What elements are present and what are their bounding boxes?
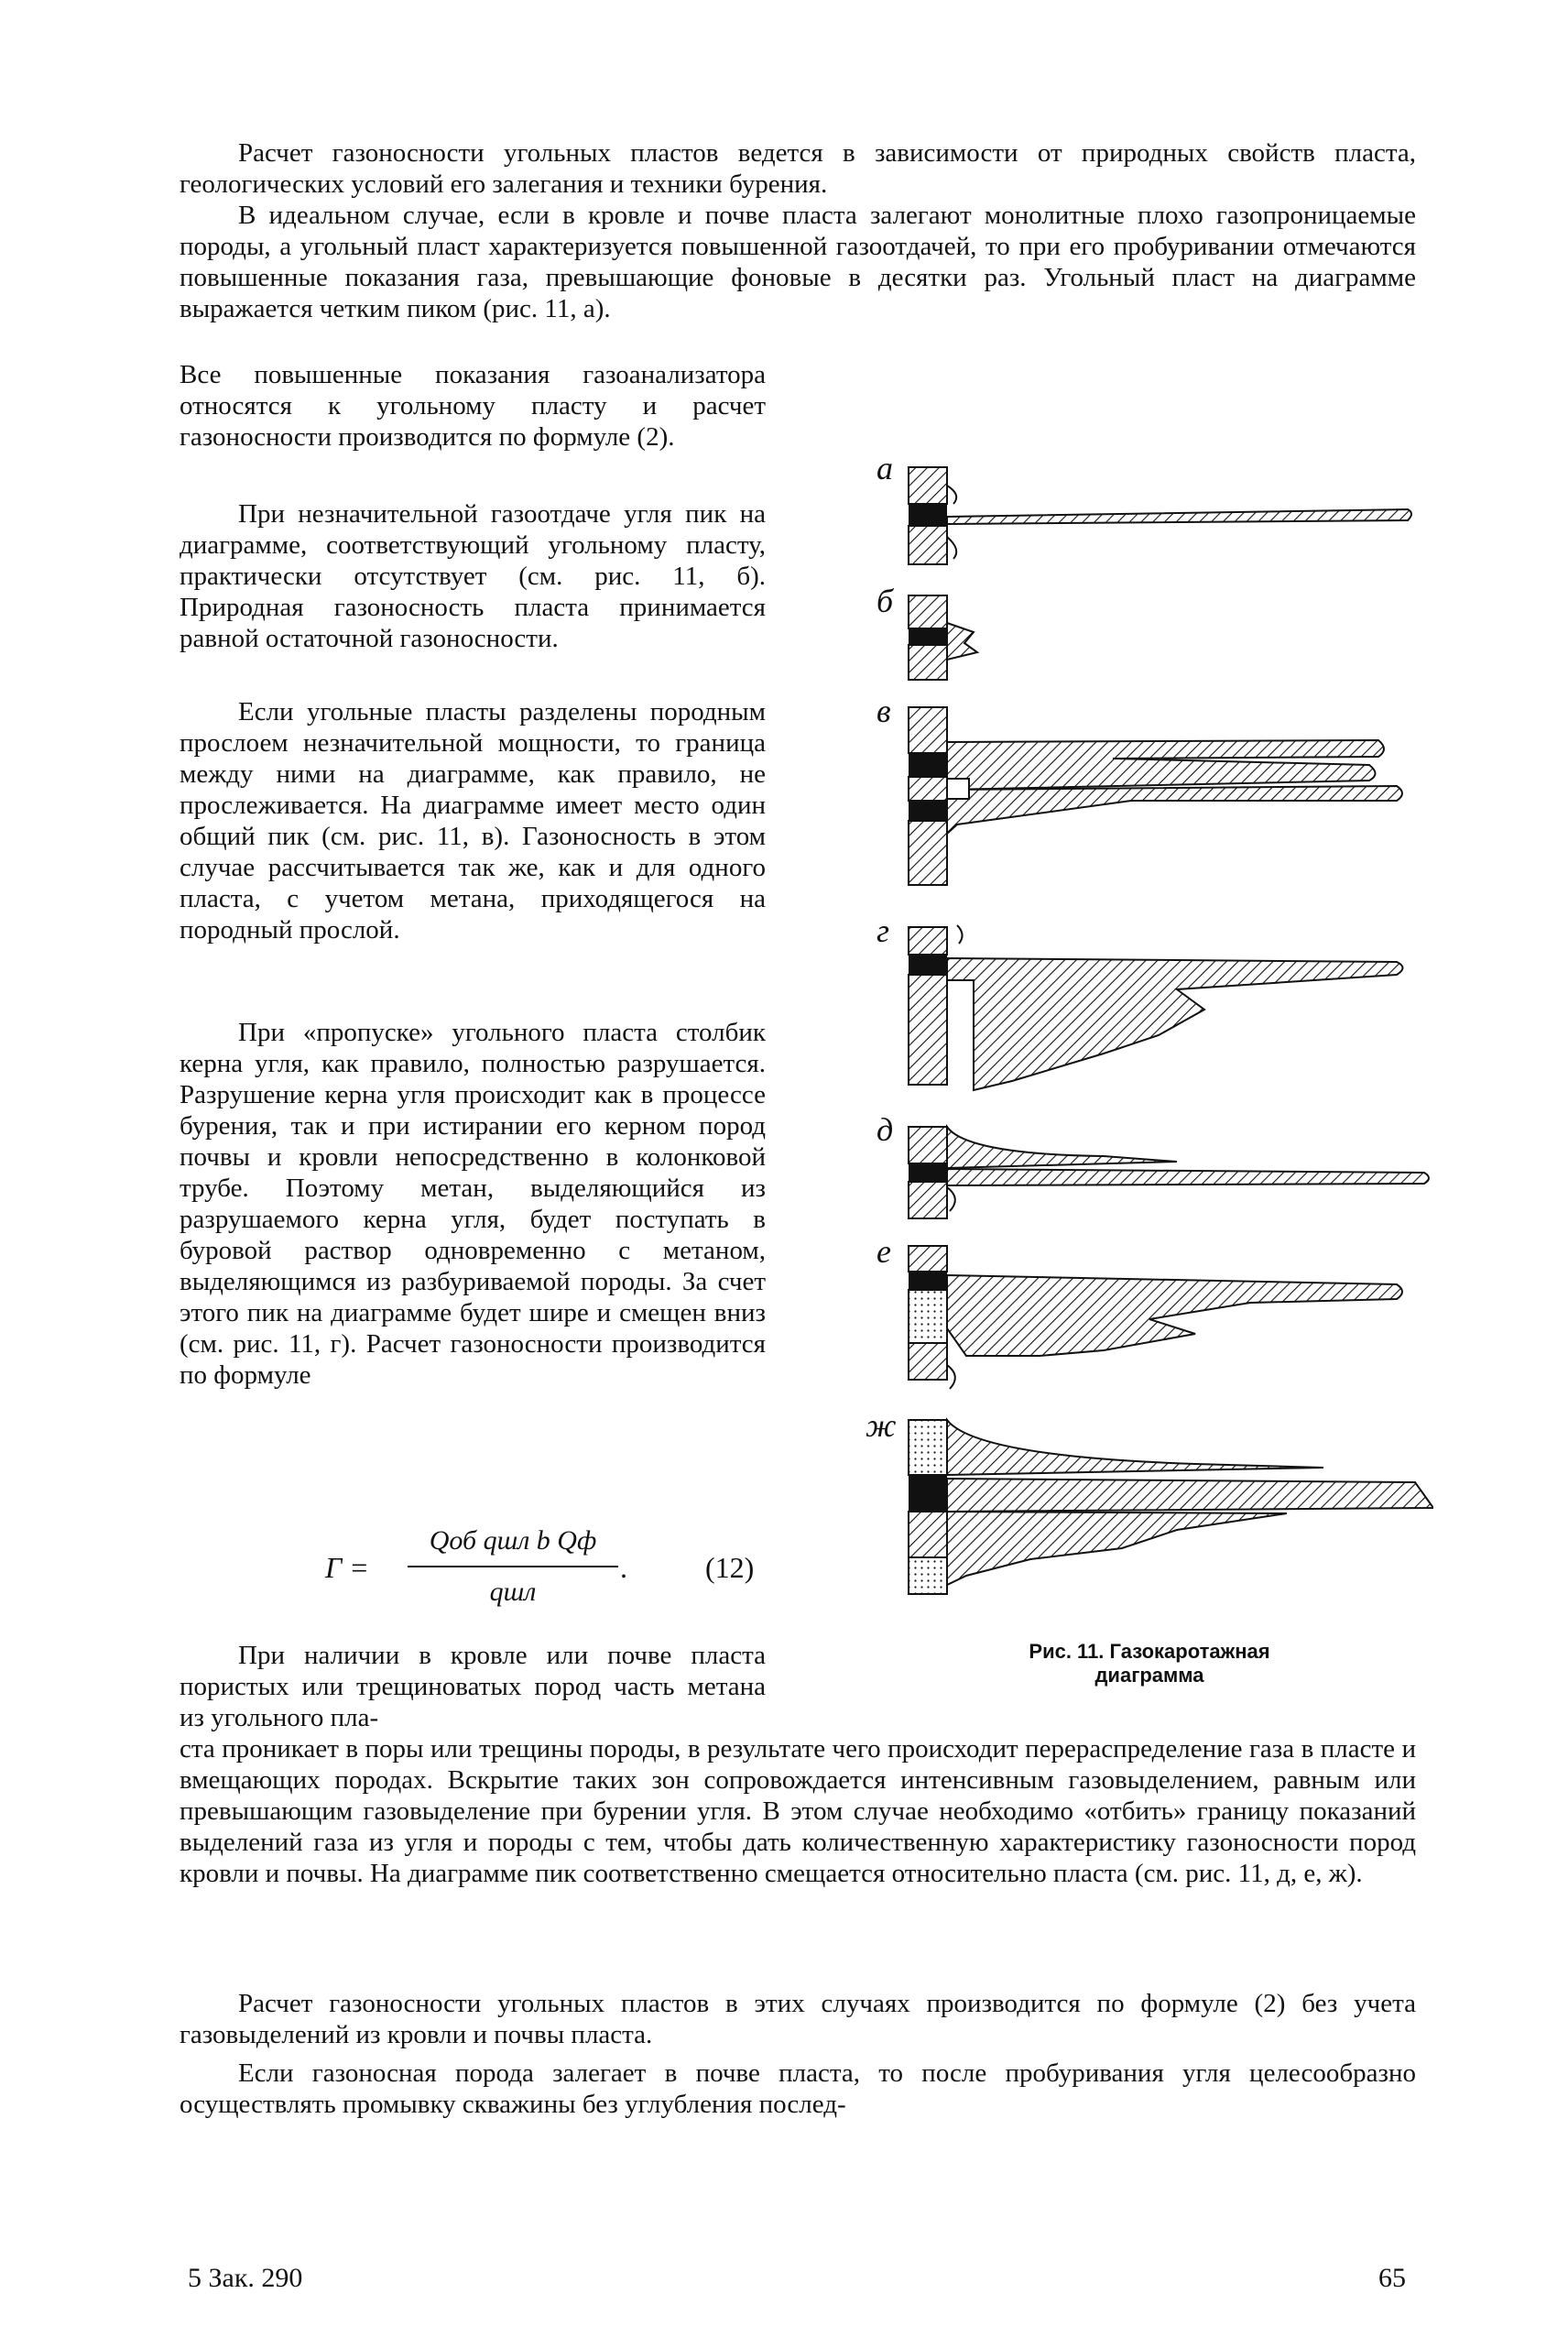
- paragraph-1: Расчет газоносности угольных пластов ведется в зависимости от природных свойств пласта, геологических условий его залегания и техники бурения.: [180, 138, 1416, 199]
- diagram-panel-d: [909, 1127, 1429, 1218]
- diagram-panel-e: [909, 1246, 1402, 1389]
- formula-dot: .: [620, 1551, 627, 1584]
- figure-caption-line-2: диаграмма: [1094, 1664, 1204, 1687]
- figure-caption-line-1: Рис. 11. Газокаротажная: [1029, 1640, 1270, 1663]
- paragraph-6: При «пропуске» угольного пласта столбик керна угля, как правило, полностью разрушается. Разрушение керна угля происходит как в процессе бурения, так и при истирании его керном пород почвы и кровли непосредственно в колонковой трубе. Поэтому метан, выделяющийся из разрушаемого керна угля, будет поступать в буровой раствор одновременно с метаном, выделяющимся из разбуриваемой породы. За счет этого пик на диаграмме будет шире и смещен вниз (см. рис. 11, г). Расчет газоносности производится по формуле: [180, 1018, 766, 1390]
- paragraph-2: В идеальном случае, если в кровле и почве пласта залегают монолитные плохо газопроницаемые породы, а угольный пласт характеризуется повышенной газоотдачей, то при его пробуривании отмечаются повышенные показания газа, превышающие фоновые в десятки раз. Угольный пласт на диаграмме выражается четким пиком (рис. 11, а).: [180, 201, 1416, 323]
- formula-denominator: qшл: [489, 1577, 537, 1607]
- diagram-panel-g: [909, 925, 1403, 1090]
- figure-label-v: в: [877, 693, 891, 729]
- paragraph-7a: При наличии в кровле или почве пласта пористых или трещиноватых пород часть метана из угольного пла-: [180, 1641, 766, 1732]
- diagram-drawing: [829, 449, 1433, 1603]
- formula-numerator: Qоб qшл b Qф: [429, 1525, 597, 1556]
- page-number: 65: [1378, 2263, 1406, 2293]
- figure-caption: [943, 1640, 1356, 1687]
- figure-gas-logging-diagram: [829, 449, 1433, 1603]
- paragraph-7b: ста проникает в поры или трещины породы, в результате чего происходит перераспределение газа в пласте и вмещающих породах. Вскрытие таких зон сопровождается интенсивным газовыделением, равным или превышающим газовыделение при бурении угля. В этом случае необходимо «отбить» границу показаний выделений газа из угля и породы с тем, чтобы дать количественную характеристику газоносности пород кровли и почвы. На диаграмме пик соответственно смещается относительно пласта (см. рис. 11, д, е, ж).: [180, 1734, 1416, 1888]
- paragraph-8: Расчет газоносности угольных пластов в этих случаях производится по формуле (2) без учета газовыделений из кровли и почвы пласта.: [180, 1989, 1416, 2049]
- fraction-bar: [408, 1566, 618, 1567]
- footer-order-number: 5 Зак. 290: [188, 2263, 303, 2293]
- paragraph-9: Если газоносная порода залегает в почве пласта, то после пробуривания угля целесообразно осуществлять промывку скважины без углубления послед-: [180, 2058, 1416, 2119]
- figure-label-zh: ж: [866, 1407, 897, 1444]
- formula-number: (12): [705, 1551, 755, 1584]
- diagram-panel-zh: [909, 1420, 1433, 1594]
- diagram-panel-a: [909, 467, 1411, 564]
- figure-label-b: б: [877, 583, 894, 619]
- figure-label-g: г: [877, 912, 890, 949]
- figure-label-d: д: [877, 1111, 894, 1148]
- formula-lhs: Г =: [325, 1551, 369, 1584]
- paragraph-4: При незначительной газоотдаче угля пик на диаграмме, соответствующий угольному пласту, практически отсутствует (см. рис. 11, б). Природная газоносность пласта принимается равной остаточной газоносности.: [180, 499, 766, 653]
- diagram-panel-v: [909, 707, 1402, 885]
- paragraph-5: Если угольные пласты разделены породным прослоем незначительной мощности, то граница между ними на диаграмме, как правило, не прослеживается. На диаграмме имеет место один общий пик (см. рис. 11, в). Газоносность в этом случае рассчитывается так же, как и для одного пласта, с учетом метана, приходящегося на породный прослой.: [180, 697, 766, 945]
- figure-label-e: е: [877, 1233, 891, 1270]
- figure-label-a: а: [877, 450, 893, 486]
- formula-12: [325, 1525, 774, 1626]
- paragraph-3: Все повышенные показания газоанализатора относятся к угольному пласту и расчет газоносности производится по формуле (2).: [180, 360, 766, 452]
- diagram-panel-b: [909, 595, 977, 680]
